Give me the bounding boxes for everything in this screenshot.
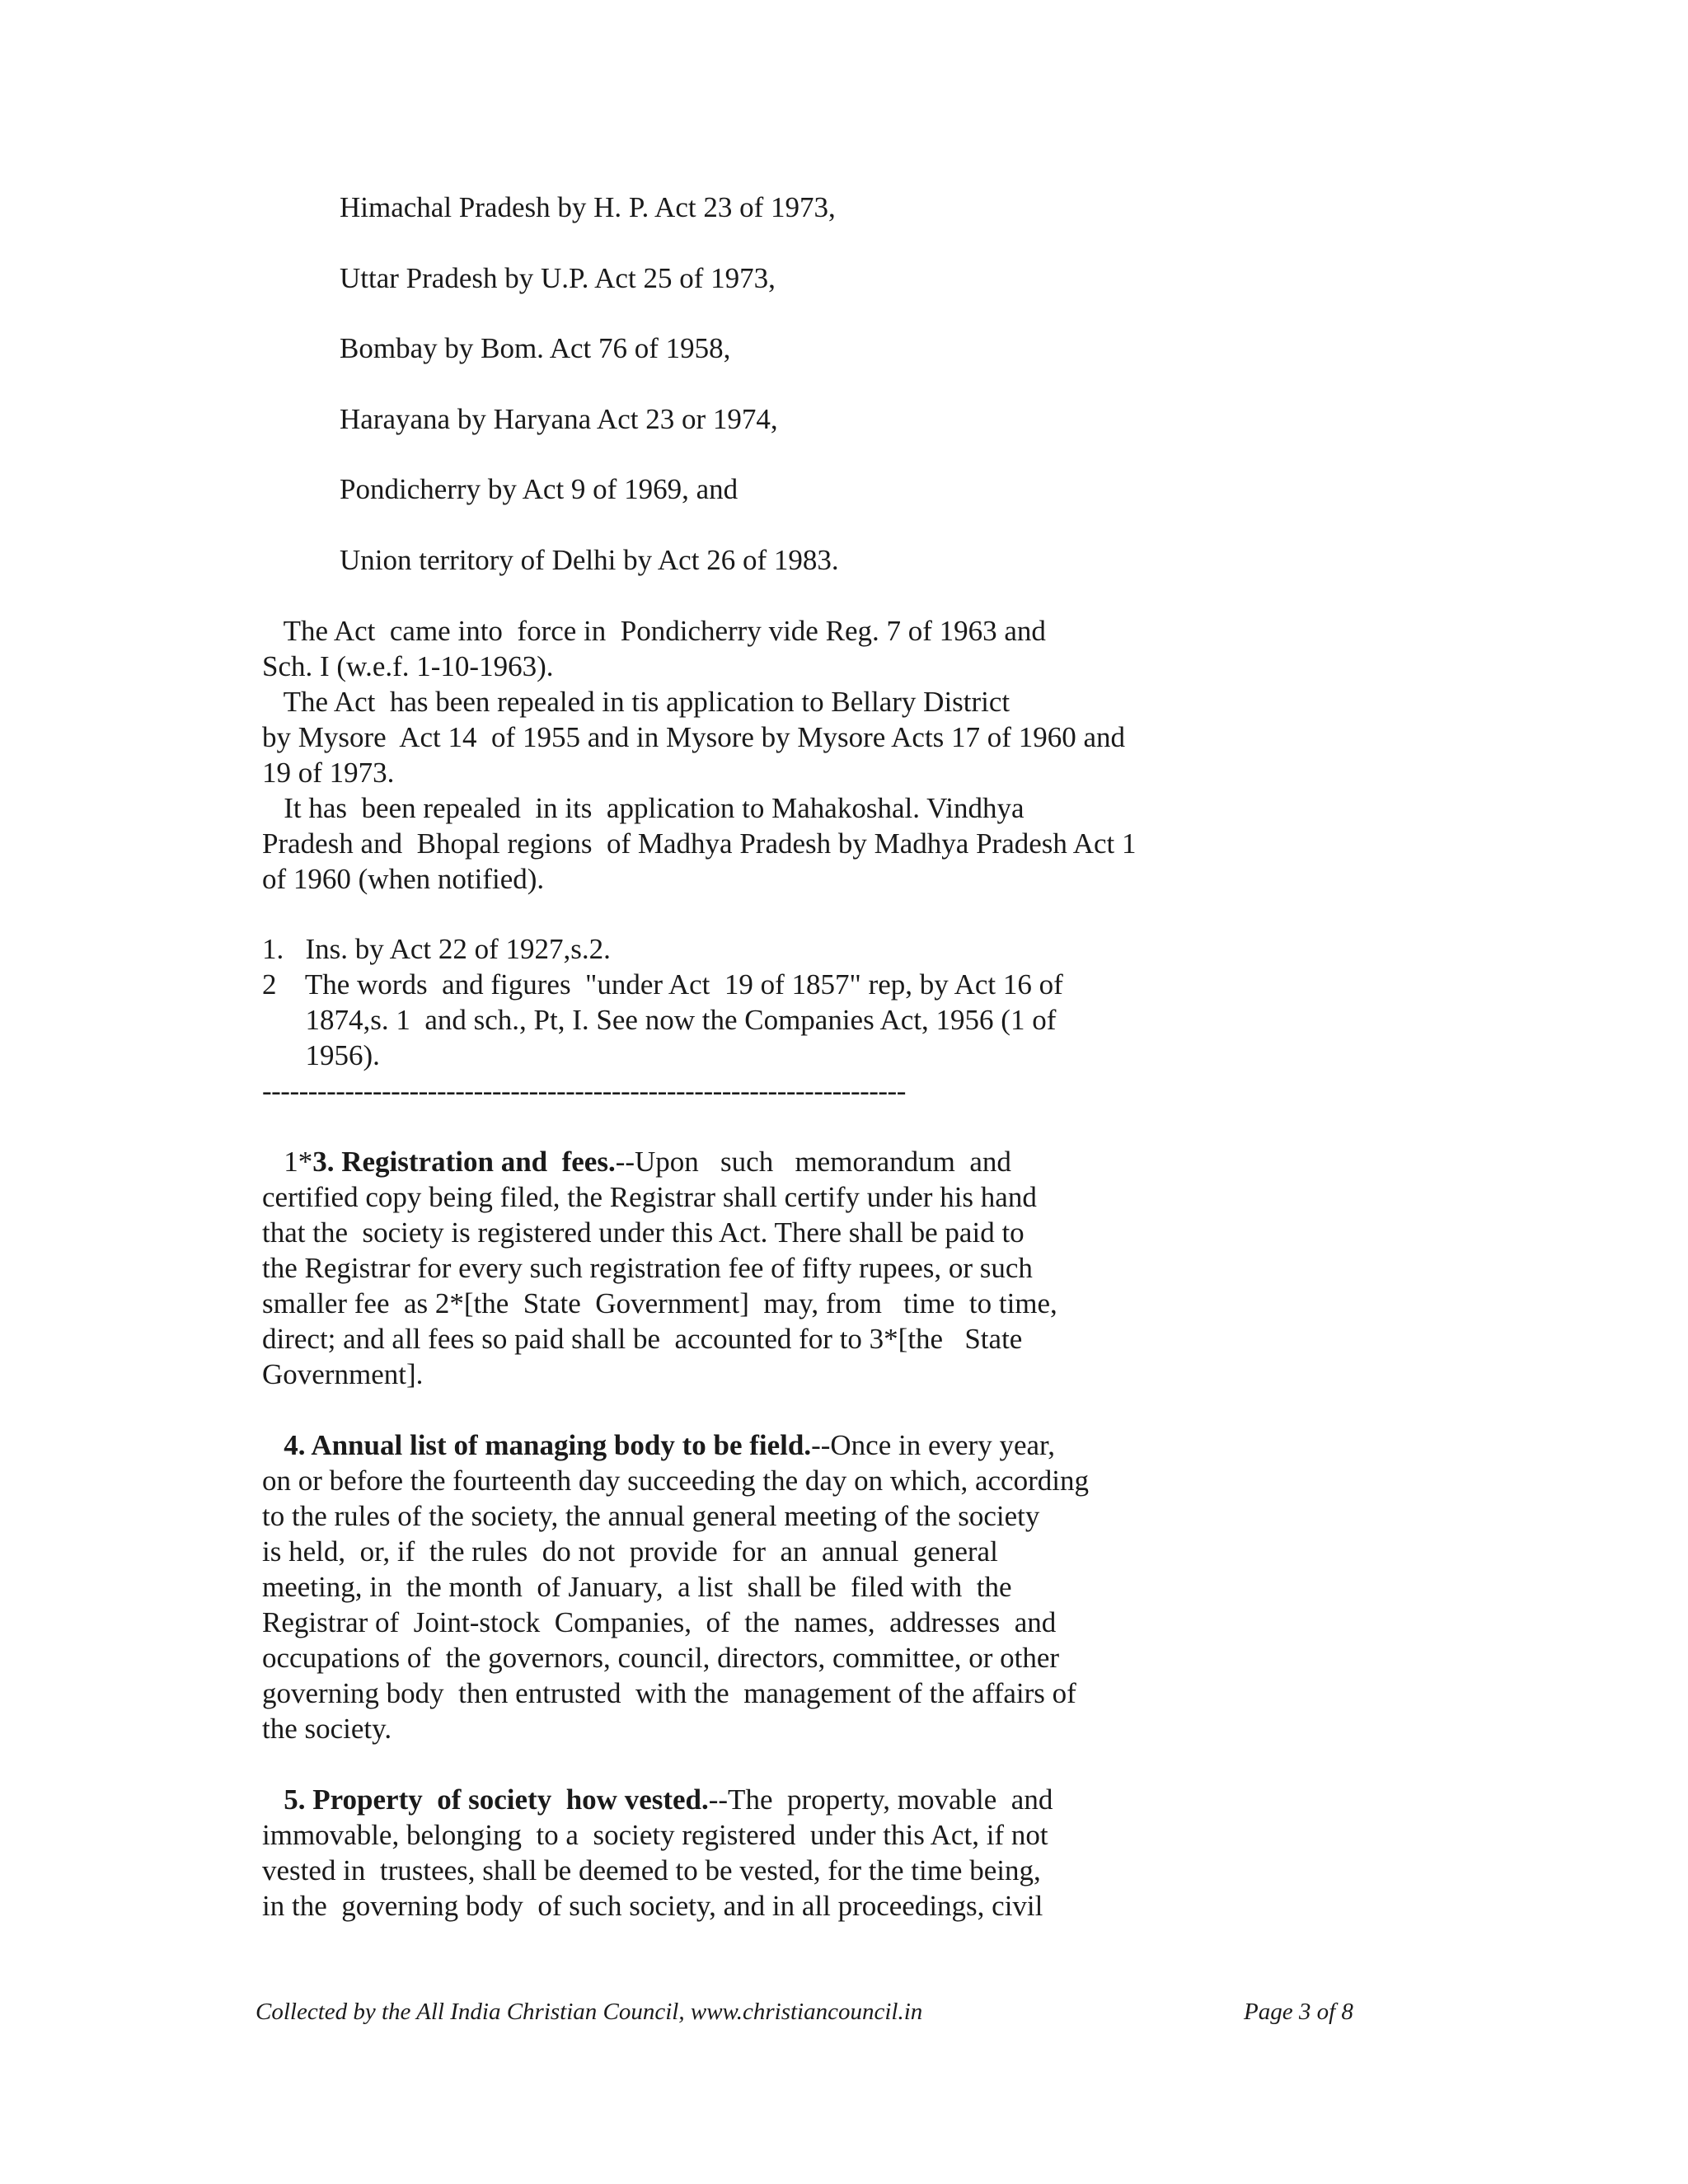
note-line: The Act has been repealed in tis application to Bellary District: [262, 686, 1010, 718]
note-line: of 1960 (when notified).: [262, 863, 545, 895]
section-4-text: --Once in every year,: [811, 1429, 1056, 1461]
footnote-separator: ----------------------------------------------------------------------: [262, 1075, 906, 1107]
note-line: by Mysore Act 14 of 1955 and in Mysore by Mysore Acts 17 of 1960 and: [262, 721, 1125, 753]
section-4-line: the society.: [262, 1713, 392, 1745]
note-line: It has been repealed in its application to Mahakoshal. Vindhya: [262, 792, 1025, 824]
section-4-prefix: [262, 1429, 284, 1461]
section-3-text: --Upon such memorandum and: [615, 1146, 1011, 1178]
section-3-line: smaller fee as 2*[the State Government] may, from time to time,: [262, 1287, 1057, 1319]
section-5-line: vested in trustees, shall be deemed to be vested, for the time being,: [262, 1854, 1041, 1886]
section-5-prefix: [262, 1783, 284, 1816]
footer-source: Collected by the All India Christian Council, www.christiancouncil.in: [256, 1999, 923, 2025]
section-5-first-line: [262, 1782, 1053, 1817]
section-5-line: immovable, belonging to a society registered under this Act, if not: [262, 1819, 1048, 1851]
section-3-line: that the society is registered under this Act. There shall be paid to: [262, 1216, 1025, 1249]
page-number: Page 3 of 8: [1244, 1999, 1353, 2025]
amendment-line: Himachal Pradesh by H. P. Act 23 of 1973,: [340, 191, 836, 223]
note-line: Pradesh and Bhopal regions of Madhya Pradesh by Madhya Pradesh Act 1: [262, 827, 1137, 860]
section-5-heading: 5. Property of society how vested.: [284, 1783, 709, 1816]
footnote-line: 2 The words and figures "under Act 19 of 1857" rep, by Act 16 of: [262, 968, 1063, 1001]
section-4-line: is held, or, if the rules do not provide for an annual general: [262, 1535, 998, 1568]
section-3-prefix: 1*: [262, 1146, 313, 1178]
footnote-line: 1874,s. 1 and sch., Pt, I. See now the Companies Act, 1956 (1 of: [262, 1004, 1057, 1036]
footnote-line: 1956).: [262, 1039, 380, 1071]
amendment-line: Uttar Pradesh by U.P. Act 25 of 1973,: [340, 262, 776, 294]
section-4-line: meeting, in the month of January, a list shall be filed with the: [262, 1571, 1012, 1603]
section-3-first-line: [262, 1144, 1011, 1179]
section-5-line: in the governing body of such society, and in all proceedings, civil: [262, 1890, 1043, 1922]
section-4-line: governing body then entrusted with the management of the affairs of: [262, 1677, 1076, 1709]
section-3-heading: 3. Registration and fees.: [312, 1146, 616, 1178]
amendment-line: Pondicherry by Act 9 of 1969, and: [340, 473, 738, 505]
note-line: The Act came into force in Pondicherry vide Reg. 7 of 1963 and: [262, 615, 1046, 647]
section-4-first-line: [262, 1427, 1055, 1463]
section-4-line: Registrar of Joint-stock Companies, of the names, addresses and: [262, 1606, 1057, 1638]
footnote-line: 1. Ins. by Act 22 of 1927,s.2.: [262, 933, 611, 965]
section-4-line: on or before the fourteenth day succeeding the day on which, according: [262, 1465, 1089, 1497]
section-3-line: direct; and all fees so paid shall be accounted for to 3*[the State: [262, 1323, 1023, 1355]
note-line: Sch. I (w.e.f. 1-10-1963).: [262, 650, 554, 682]
amendment-line: Bombay by Bom. Act 76 of 1958,: [340, 332, 731, 364]
section-3-line: certified copy being filed, the Registrar shall certify under his hand: [262, 1181, 1037, 1213]
section-5-text: --The property, movable and: [708, 1783, 1053, 1816]
section-4-heading: 4. Annual list of managing body to be field.: [284, 1429, 812, 1461]
section-4-line: to the rules of the society, the annual general meeting of the society: [262, 1500, 1040, 1532]
amendment-line: Harayana by Haryana Act 23 or 1974,: [340, 403, 778, 435]
note-line: 19 of 1973.: [262, 757, 395, 789]
section-3-line: Government].: [262, 1358, 424, 1390]
amendment-line: Union territory of Delhi by Act 26 of 1983.: [340, 544, 839, 576]
section-3-line: the Registrar for every such registration fee of fifty rupees, or such: [262, 1252, 1033, 1284]
section-4-line: occupations of the governors, council, directors, committee, or other: [262, 1642, 1060, 1674]
